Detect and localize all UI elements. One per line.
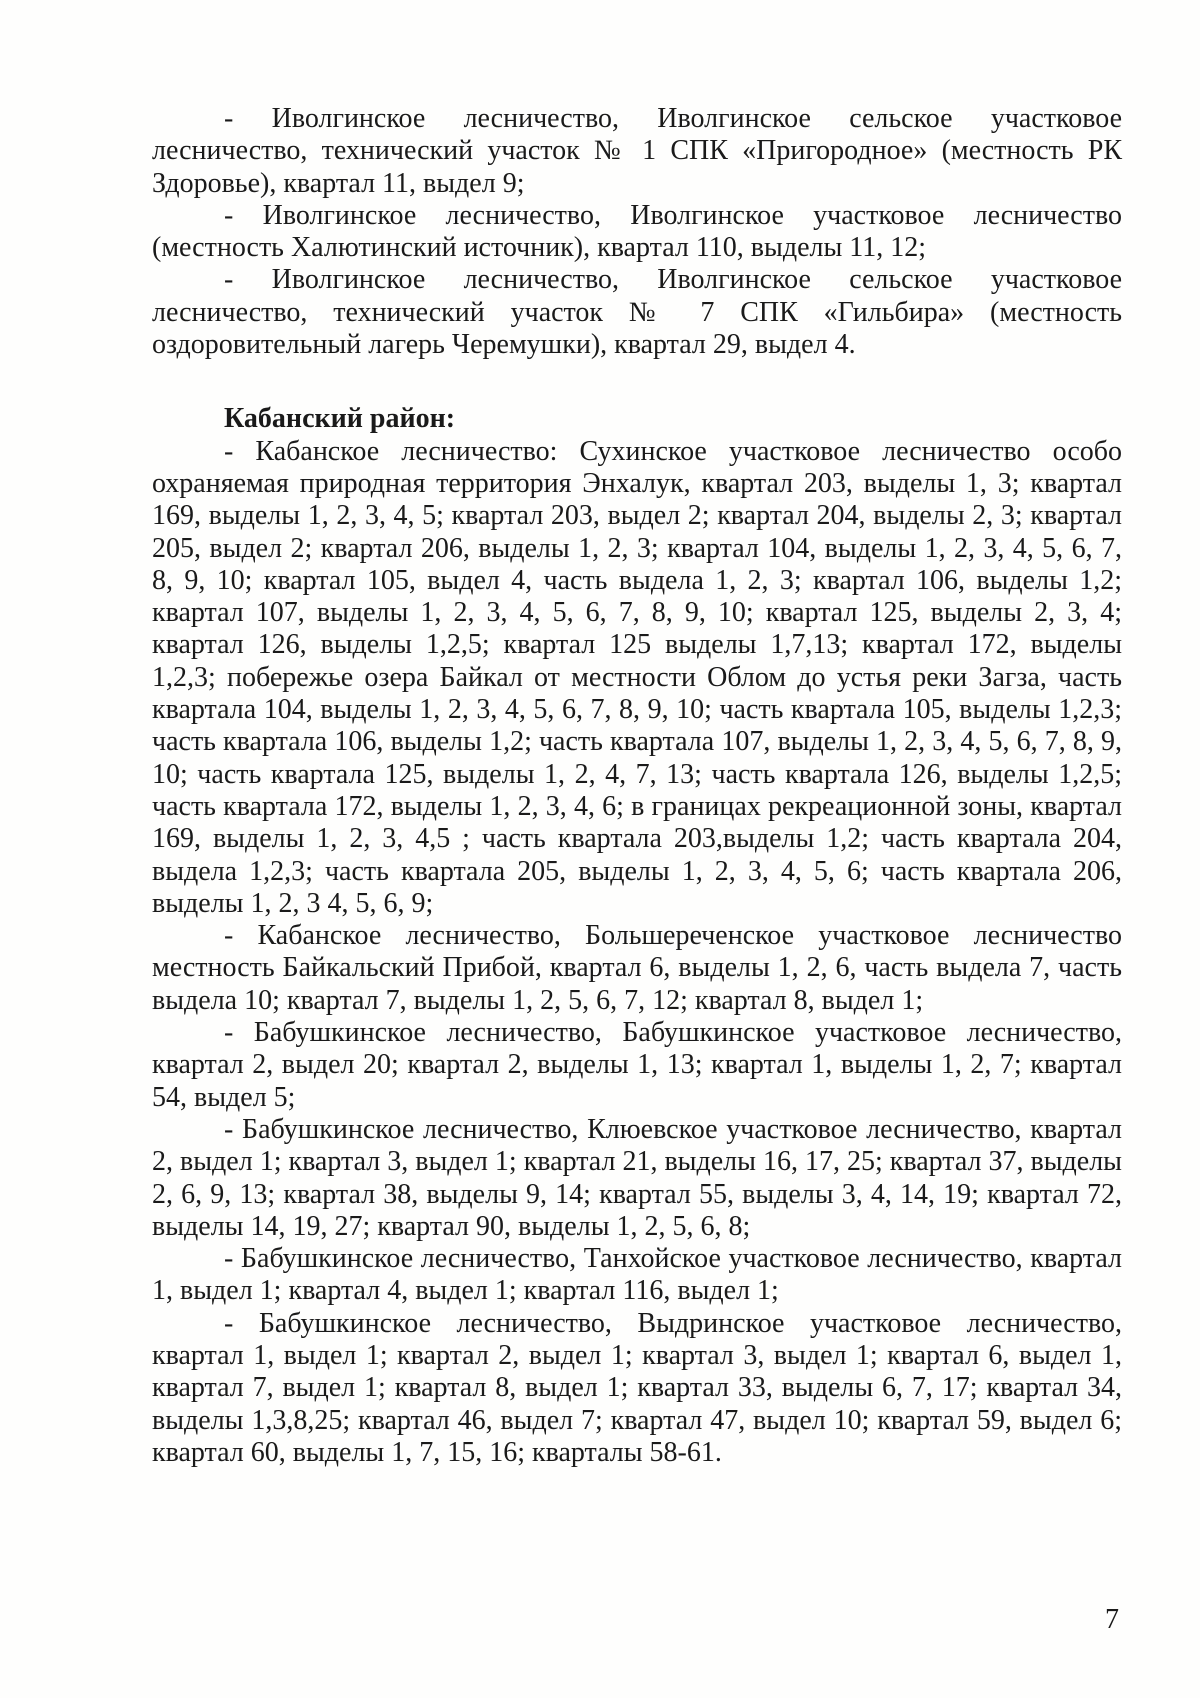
paragraph-ivolginsk-2: - Иволгинское лесничество, Иволгинское участковое лесничество (местность Халютинский источник), квартал 110, выделы 11, 12; (152, 199, 1122, 264)
paragraph-babushkin-1: - Бабушкинское лесничество, Бабушкинское участковое лесничество, квартал 2, выдел 20; квартал 2, выделы 1, 13; квартал 1, выделы 1, 2, 7; квартал 54, выдел 5; (152, 1017, 1122, 1113)
paragraph-kabansk-2: - Кабанское лесничество, Большереченское участковое лесничество местность Байкальский Прибой, квартал 6, выделы 1, 2, 6, часть выдела 7, часть выдела 10; квартал 7, выделы 1, 2, 5, 6, 7, 12; квартал 8, выдел 1; (152, 920, 1122, 1016)
document-body (152, 103, 1122, 1469)
paragraph-babushkin-4: - Бабушкинское лесничество, Выдринское участковое лесничество, квартал 1, выдел 1; квартал 2, выдел 1; квартал 3, выдел 1; квартал 6, выдел 1, квартал 7, выдел 1; квартал 8, выдел 1; квартал 33, выделы 6, 7, 17; квартал 34, выделы 1,3,8,25; квартал 46, выдел 7; квартал 47, выдел 10; квартал 59, выдел 6; квартал 60, выделы 1, 7, 15, 16; кварталы 58-61. (152, 1307, 1122, 1468)
paragraph-ivolginsk-3: - Иволгинское лесничество, Иволгинское сельское участковое лесничество, технический участок № 7 СПК «Гильбира» (местность оздоровительный лагерь Черемушки), квартал 29, выдел 4. (152, 264, 1122, 361)
paragraph-ivolginsk-1: - Иволгинское лесничество, Иволгинское сельское участковое лесничество, технический участок № 1 СПК «Пригородное» (местность РК Здоровье), квартал 11, выдел 9; (152, 103, 1122, 199)
paragraph-babushkin-2: - Бабушкинское лесничество, Клюевское участковое лесничество, квартал 2, выдел 1; квартал 3, выдел 1; квартал 21, выделы 16, 17, 25; квартал 37, выделы 2, 6, 9, 13; квартал 38, выделы 9, 14; квартал 55, выделы 3, 4, 14, 19; квартал 72, выделы 14, 19, 27; квартал 90, выделы 1, 2, 5, 6, 8; (152, 1113, 1122, 1242)
section-heading-kabansky: Кабанский район: (224, 403, 456, 435)
page-number: 7 (1105, 1604, 1119, 1635)
paragraph-babushkin-3: - Бабушкинское лесничество, Танхойское участковое лесничество, квартал 1, выдел 1; квартал 4, выдел 1; квартал 116, выдел 1; (152, 1243, 1122, 1307)
paragraph-kabansk-1: - Кабанское лесничество: Сухинское участковое лесничество особо охраняемая природная территория Энхалук, квартал 203, выделы 1, 3; квартал 169, выделы 1, 2, 3, 4, 5; квартал 203, выдел 2; квартал 204, выделы 2, 3; квартал 205, выдел 2; квартал 206, выделы 1, 2, 3; квартал 104, выделы 1, 2, 3, 4, 5, 6, 7, 8, 9, 10; квартал 105, выдел 4, часть выдела 1, 2, 3; квартал 106, выделы 1,2; квартал 107, выделы 1, 2, 3, 4, 5, 6, 7, 8, 9, 10; квартал 125, выделы 2, 3, 4; квартал 126, выделы 1,2,5; квартал 125 выделы 1,7,13; квартал 172, выделы 1,2,3; побережье озера Байкал от местности Облом до устья реки Загза, часть квартала 104, выделы 1, 2, 3, 4, 5, 6, 7, 8, 9, 10; часть квартала 105, выделы 1,2,3; часть квартала 106, выделы 1,2; часть квартала 107, выделы 1, 2, 3, 4, 5, 6, 7, 8, 9, 10; часть квартала 125, выделы 1, 2, 4, 7, 13; часть квартала 126, выделы 1,2,5; часть квартала 172, выделы 1, 2, 3, 4, 6; в границах рекреационной зоны, квартал 169, выделы 1, 2, 3, 4,5 ; часть квартала 203,выделы 1,2; часть квартала 204, выдела 1,2,3; часть квартала 205, выделы 1, 2, 3, 4, 5, 6; часть квартала 206, выделы 1, 2, 3 4, 5, 6, 9; (152, 435, 1122, 919)
